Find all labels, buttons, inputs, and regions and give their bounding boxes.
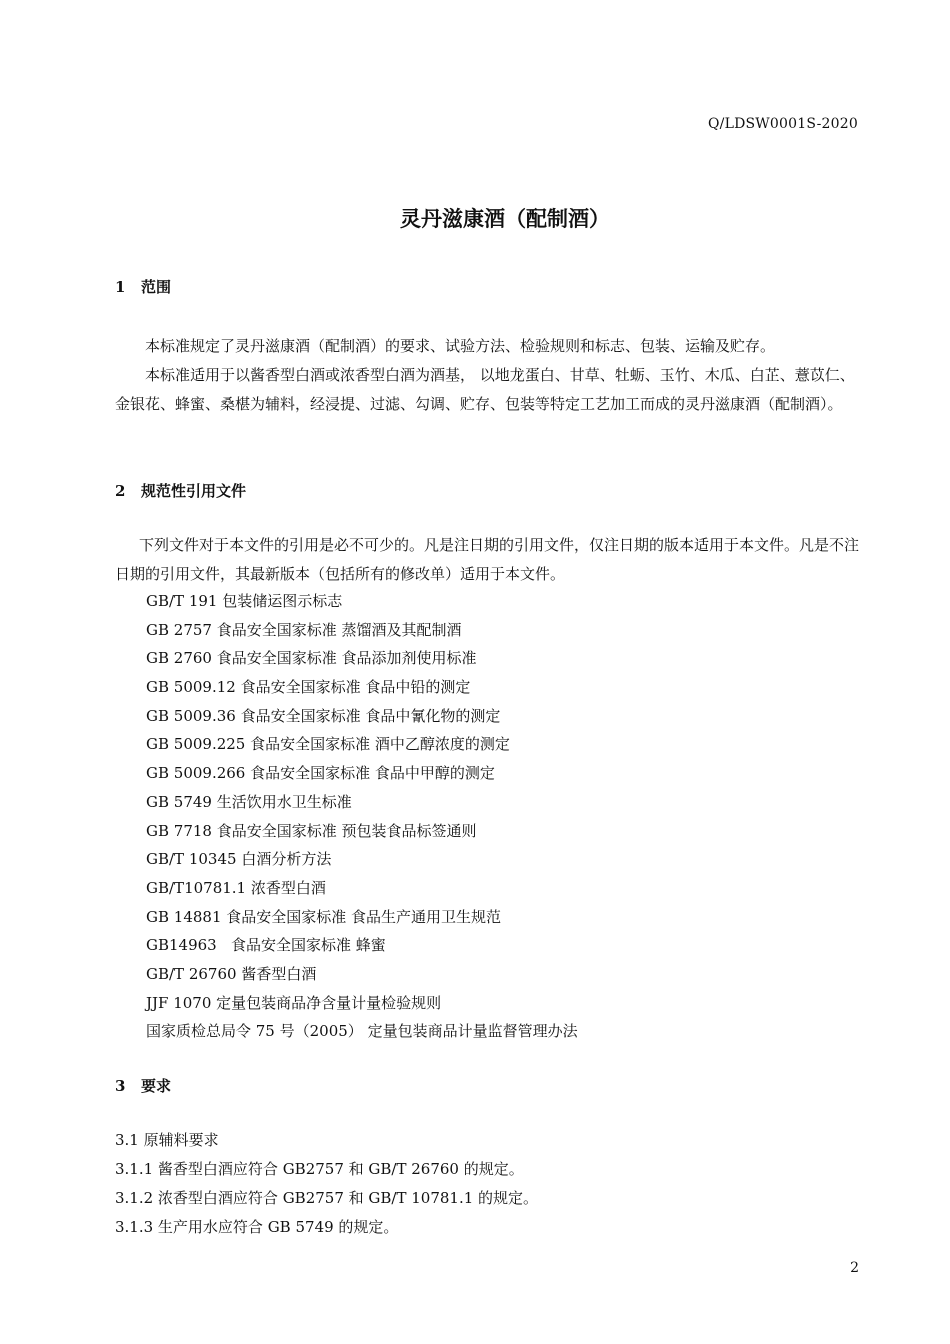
reference-item: GB 2757 食品安全国家标准 蒸馏酒及其配制酒 [146,620,462,639]
reference-item: GB/T 10345 白酒分析方法 [146,850,332,869]
scope-paragraph-1: 本标准规定了灵丹滋康酒（配制酒）的要求、试验方法、检验规则和标志、包装、运输及贮存。 [145,337,776,355]
reference-item: GB 5009.225 食品安全国家标准 酒中乙醇浓度的测定 [146,735,510,754]
page-number: 2 [850,1260,859,1276]
requirement-item: 3.1.2 浓香型白酒应符合 GB2757 和 GB/T 10781.1 的规定。 [115,1189,539,1207]
requirement-item: 3.1.3 生产用水应符合 GB 5749 的规定。 [115,1218,399,1236]
reference-item: 国家质检总局令 75 号（2005） 定量包装商品计量监督管理办法 [146,1022,578,1041]
reference-list [146,587,578,1046]
references-intro: 下列文件对于本文件的引用是必不可少的。凡是注日期的引用文件，仅注日期的版本适用于本文件。凡是不注日期的引用文件，其最新版本（包括所有的修改单）适用于本文件。 [115,536,860,583]
document-code: Q/LDSW0001S-2020 [708,116,858,132]
section-number: 2 [115,482,126,500]
section-number: 1 [115,278,126,296]
requirement-item: 3.1 原辅料要求 [115,1131,219,1149]
section-3-heading [115,1075,171,1096]
document-title: 灵丹滋康酒（配制酒） [400,206,610,231]
reference-item: GB/T10781.1 浓香型白酒 [146,878,326,897]
section-number: 3 [115,1077,126,1095]
reference-item: GB 5009.36 食品安全国家标准 食品中氰化物的测定 [146,706,501,725]
requirement-item: 3.1.1 酱香型白酒应符合 GB2757 和 GB/T 26760 的规定。 [115,1160,524,1178]
section-2-heading [115,480,246,501]
section-title: 要求 [141,1077,172,1095]
section-1-heading [115,276,171,297]
reference-item: JJF 1070 定量包装商品净含量计量检验规则 [146,993,442,1012]
reference-item: GB 2760 食品安全国家标准 食品添加剂使用标准 [146,649,477,668]
reference-item: GB/T 191 包装储运图示标志 [146,592,343,610]
reference-item: GB/T 26760 酱香型白酒 [146,964,317,983]
reference-item: GB14963 食品安全国家标准 蜂蜜 [146,936,386,955]
reference-item: GB 5749 生活饮用水卫生标准 [146,792,352,811]
reference-item: GB 5009.266 食品安全国家标准 食品中甲醇的测定 [146,764,495,783]
section-title: 规范性引用文件 [141,482,247,500]
reference-item: GB 14881 食品安全国家标准 食品生产通用卫生规范 [146,907,502,926]
reference-item: GB 5009.12 食品安全国家标准 食品中铅的测定 [146,678,471,697]
scope-paragraph-2: 本标准适用于以酱香型白酒或浓香型白酒为酒基， 以地龙蛋白、甘草、牡蛎、玉竹、木瓜、白芷、薏苡仁、金银花、蜂蜜、桑椹为辅料，经浸提、过滤、勾调、贮存、包装等特定工艺加工而成的灵丹滋康酒（配制酒）。 [115,366,855,413]
requirements-list [115,1126,538,1242]
section-title: 范围 [141,278,172,296]
reference-item: GB 7718 食品安全国家标准 预包装食品标签通则 [146,821,477,840]
